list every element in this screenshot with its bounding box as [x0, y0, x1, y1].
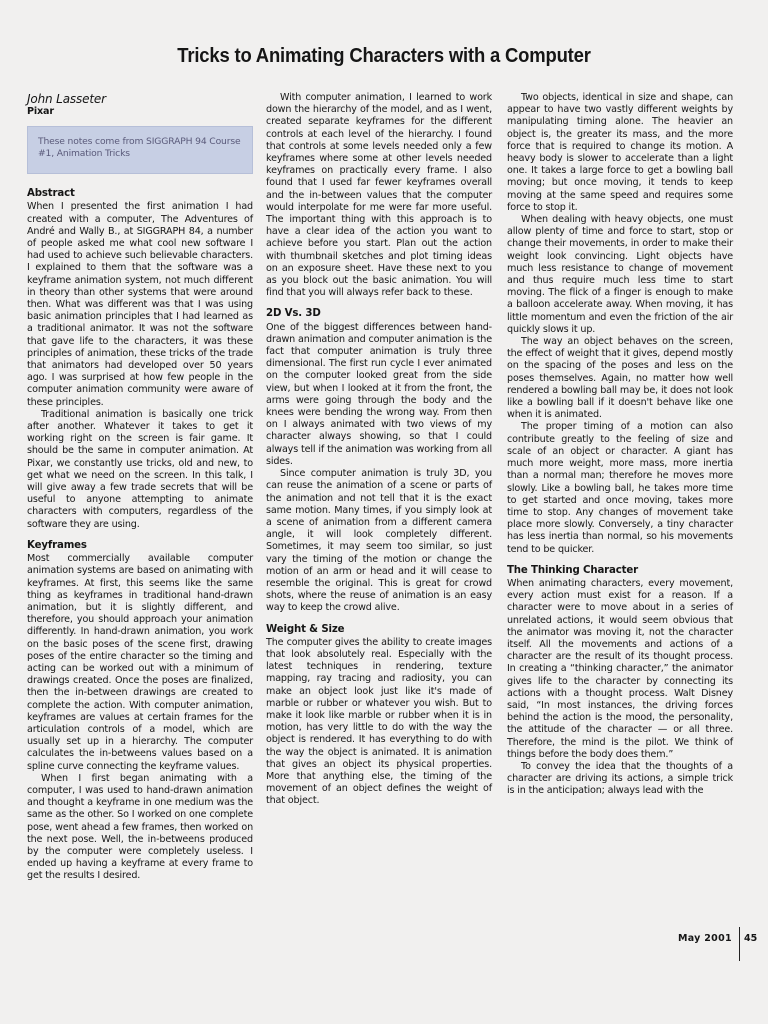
section-heading-keyframes: Keyframes	[27, 539, 87, 551]
paragraph: When I first began animating with a computer, I was used to hand-drawn animation and thought a keyframe in one medium was the same as the other. So I worked on one complete pose, went ahead a few frames, then worked on the next pose. Well, the in-betweens produced by the computer were completely useless. I ended up having a keyframe at every frame to get the results I desired.	[27, 772, 253, 882]
section-heading-abstract: Abstract	[27, 188, 75, 200]
paragraph: The computer gives the ability to create images that look absolutely real. Especially with the latest techniques in rendering, texture mapping, ray tracing and radiosity, you can make an object look just like it's made of marble or rubber or whatever you wish. But to make it look like marble or rubber when it is in motion, has very little to do with the way the object is rendered. It has everything to do with the way the object is animated. It is animation that gives an object its physical properties. More that anything else, the timing of the movement of an object defines the weight of that object.	[266, 636, 492, 807]
paragraph: Most commercially available computer animation systems are based on animating with keyframes. At first, this seems like the same thing as keyframes in traditional hand-drawn animation, but it is slightly different, and therefore, you should approach your animation differently. In hand-drawn animation, you work on the basic poses of the scene first, drawing poses of the entire character so the timing and acting can be worked out with a minimum of drawings created. Once the poses are finalized, then the in-between drawings are created to complete the action. With computer animation, keyframes are values at certain frames for the articulation controls of a model, which are usually set up in a hierarchy. The computer calculates the in-betweens values based on a spline curve connecting the keyframe values.	[27, 553, 253, 772]
paragraph: To convey the idea that the thoughts of a character are driving its actions, a simple trick is in the anticipation; always lead with the	[507, 760, 733, 797]
section-heading-thinking-character: The Thinking Character	[507, 564, 639, 576]
paragraph: Traditional animation is basically one trick after another. Whatever it takes to get it working right on the screen is fair game. It should be the same in computer animation. At Pixar, we constantly use tricks, old and new, to get what we need on the screen. In this talk, I will give away a few trade secrets that will be useful to anyone attempting to animate characters with computers, regardless of the software they are using.	[27, 408, 253, 530]
section-heading-2d-vs-3d: 2D Vs. 3D	[266, 308, 321, 320]
paragraph: When I presented the first animation I had created with a computer, The Adventures of André and Wally B., at SIGGRAPH 84, a number of people asked me what cool new software I had used to achieve such believable characters. I explained to them that the software was a keyframe animation system, not much different in theory than other systems that were around then. What was different was that I was using basic animation principles that I had learned as a traditional animator. It was not the software that gave life to the characters, it was these principles of animation, these tricks of the trade that animators had developed over 50 years ago. I was surprised at how few people in the computer animation community were aware of these principles.	[27, 201, 253, 408]
section-heading-weight-size: Weight & Size	[266, 623, 345, 635]
footer-issue-date: May 2001	[678, 933, 732, 944]
paragraph: With computer animation, I learned to work down the hierarchy of the model, and as I went, created separate keyframes for the different controls at each level of the hierarchy. I found that controls at some levels needed only a few keyframes where some at other levels needed keyframes on practically every frame. I also found that I used far fewer keyframes overall and the in-between values that the computer would interpolate for me were far more useful. The important thing with this approach is to have a clear idea of the action you want to achieve before you start. Plan out the action with thumbnail sketches and plot timing ideas on an exposure sheet. Have these next to you as you block out the basic animation. You will find that you will always refer back to these.	[266, 92, 492, 299]
footer-divider	[739, 927, 740, 961]
paragraph: Two objects, identical in size and shape, can appear to have two vastly different weights by manipulating timing alone. The heavier an object is, the greater its mass, and the more force that is required to change its motion. A heavy body is slower to accelerate than a light one. It takes a large force to get a bowling ball moving; but once moving, it tends to keep moving at the same speed and requires some force to stop it.	[507, 92, 733, 213]
author-affiliation: Pixar	[27, 106, 54, 117]
course-note-box: These notes come from SIGGRAPH 94 Course #1, Animation Tricks	[27, 126, 253, 174]
column-1	[27, 92, 253, 882]
paragraph: The proper timing of a motion can also contribute greatly to the feeling of size and scale of an object or character. A giant has much more weight, more mass, more inertia than a normal man; therefore he moves more slowly. Like a bowling ball, he takes more time to get started and once moving, takes more time to stop. Any changes of movement take place more slowly. Conversely, a tiny character has less inertia than normal, so his movements tend to be quicker.	[507, 421, 733, 555]
page-title: Tricks to Animating Characters with a Computer	[177, 44, 591, 67]
paragraph: Since computer animation is truly 3D, you can reuse the animation of a scene or parts of the animation and not tell that it is the exact same motion. Many times, if you simply look at a scene of animation from a different camera angle, it will look completely different. Sometimes, it may seem too similar, so just vary the timing of the motion or change the motion of an arm or head and it will cease to resemble the original. This is great for crowd shots, where the reuse of animation is an easy way to keep the crowd alive.	[266, 468, 492, 614]
paragraph: The way an object behaves on the screen, the effect of weight that it gives, depend mostly on the spacing of the poses and less on the poses themselves. Again, no matter how well rendered a bowling ball may be, it does not look like a bowling ball if it doesn't behave like one when it is animated.	[507, 336, 733, 421]
column-3	[507, 92, 733, 798]
page-number: 45	[744, 933, 758, 944]
column-2	[266, 92, 492, 807]
paragraph: When animating characters, every movement, every action must exist for a reason. If a character were to move about in a series of unrelated actions, it would seem obvious that the animator was moving it, not the character itself. All the movements and actions of a character are the result of its thought process. In creating a “thinking character,” the animator gives life to the character by connecting its actions with a thought process. Walt Disney said, “In most instances, the driving forces behind the action is the mood, the personality, the attitude of the character — or all three. Therefore, the mind is the pilot. We think of things before the body does them.”	[507, 577, 733, 760]
paragraph: One of the biggest differences between hand-drawn animation and computer animation is the fact that computer animation is truly three dimensional. The first run cycle I ever animated on the computer looked great from the side view, but when I looked at it from the front, the arms were going through the body and the knees were bending the wrong way. From then on I always animated with two views of my character always showing, so that I could always tell if the animation was working from all sides.	[266, 321, 492, 467]
author-name: John Lasseter	[27, 92, 106, 106]
paragraph: When dealing with heavy objects, one must allow plenty of time and force to start, stop or change their movements, in order to make their weight look convincing. Light objects have much less resistance to change of movement and thus require much less time to start moving. The flick of a finger is enough to make a balloon accelerate away. When moving, it has little momentum and even the friction of the air quickly slows it up.	[507, 214, 733, 335]
